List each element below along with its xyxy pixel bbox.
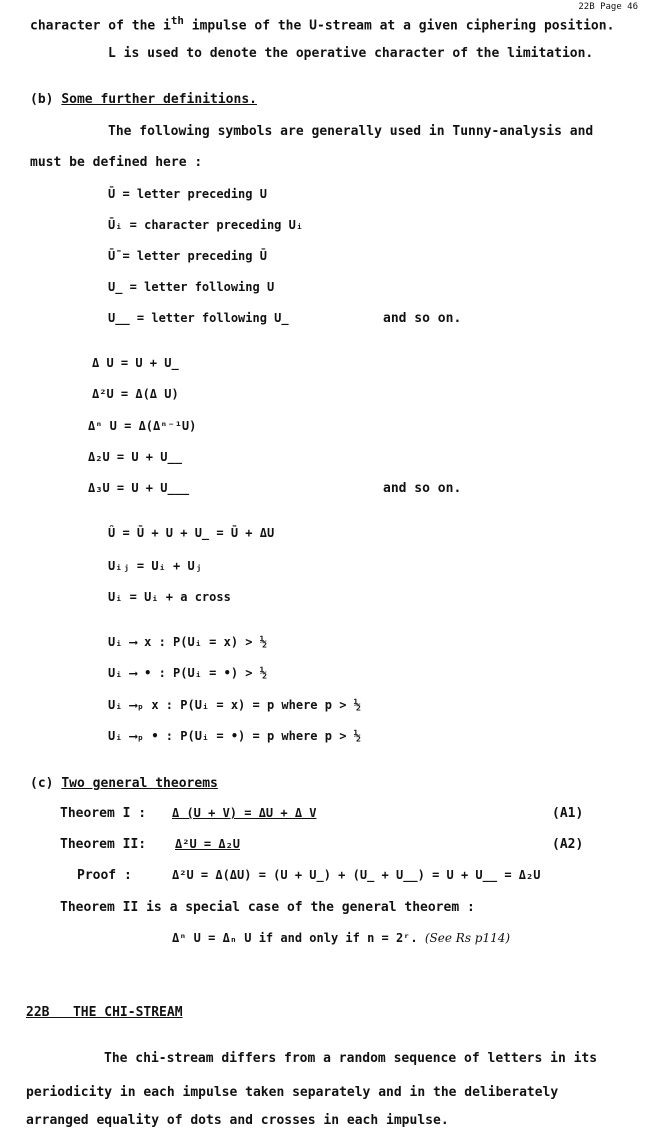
section-b-title: Some further definitions. <box>61 92 257 107</box>
theorem-1-formula: Δ (U + V) = ΔU + Δ V <box>172 806 317 820</box>
definition-line: U̲̲ = letter following U̲ <box>108 311 289 325</box>
intro-line-1: character of the $i^{th}$ impulse of the U-stream at a given ciphering position. <box>30 14 615 34</box>
delta-definition: Δ₃U = U + U̲̲̲ <box>88 481 190 495</box>
theorem-1-label: Theorem I : <box>60 806 147 821</box>
probability-definition: Uᵢ ⟶ • : P(Uᵢ = •) > ½ <box>108 666 267 680</box>
section-b-para-2: must be defined here : <box>30 155 203 170</box>
theorem-note: Theorem II is a special case of the general theorem : <box>60 900 475 915</box>
chi-stream-para-3: arranged equality of dots and crosses in each impulse. <box>26 1113 449 1128</box>
chi-stream-para-2: periodicity in each impulse taken separately and in the deliberately <box>26 1085 559 1100</box>
section-22b-heading: 22B THE CHI-STREAM <box>26 1005 183 1020</box>
probability-definition: Uᵢ ⟶ₚ • : P(Uᵢ = •) = p where p > ½ <box>108 729 361 743</box>
probability-definition: Uᵢ ⟶ₚ x : P(Uᵢ = x) = p where p > ½ <box>108 698 361 712</box>
definition-line: Ū = letter preceding U <box>108 187 267 201</box>
probability-definition: Uᵢ ⟶ x : P(Uᵢ = x) > ½ <box>108 635 267 649</box>
delta-definition: Δ²U = Δ(Δ U) <box>92 387 179 401</box>
section-b-heading: (b) Some further definitions. <box>30 92 257 107</box>
theorem-2-formula: Δ²U = Δ₂U <box>175 837 241 851</box>
section-c-title: Two general theorems <box>61 776 218 791</box>
u-cross-definition: Uᵢ = Uᵢ + a cross <box>108 590 231 604</box>
and-so-on: and so on. <box>383 481 462 496</box>
u-ij-definition: Uᵢⱼ = Uᵢ + Uⱼ <box>108 559 202 573</box>
u-hat-definition: Û = Ū + U + U̲ = Ū + ΔU <box>108 526 275 540</box>
proof-label: Proof : <box>77 868 132 883</box>
and-so-on: and so on. <box>383 311 462 326</box>
intro-line-2: L is used to denote the operative character of the limitation. <box>108 46 594 61</box>
theorem-2-reference: (A2) <box>552 837 584 852</box>
handwritten-reference: (See Rs p114) <box>424 931 511 945</box>
section-c-heading: (c) Two general theorems <box>30 776 218 791</box>
theorem-1-reference: (A1) <box>552 806 584 821</box>
definition-line: Ū̄ = letter preceding Ū <box>108 249 267 263</box>
chi-stream-para-1: The chi-stream differs from a random sequence of letters in its <box>104 1051 598 1066</box>
delta-definition: Δ₂U = U + U̲̲ <box>88 450 182 464</box>
definition-line: U̲ = letter following U <box>108 280 275 294</box>
definition-line: Ūᵢ = character preceding Uᵢ <box>108 218 304 232</box>
delta-definition: Δⁿ U = Δ(Δⁿ⁻¹U) <box>88 419 197 433</box>
page-reference: 22B Page 46 <box>578 2 638 12</box>
delta-definition: Δ U = U + U̲ <box>92 356 179 370</box>
proof-formula: Δ²U = Δ(ΔU) = (U + U̲) + (U̲ + U̲̲) = U + U̲̲ = Δ₂U <box>172 868 541 882</box>
theorem-2-label: Theorem II: <box>60 837 147 852</box>
general-theorem: Δⁿ U = Δₙ U if and only if n = 2ʳ. (See Rs p114) <box>172 931 511 945</box>
section-b-para-1: The following symbols are generally used in Tunny-analysis and <box>108 124 594 139</box>
